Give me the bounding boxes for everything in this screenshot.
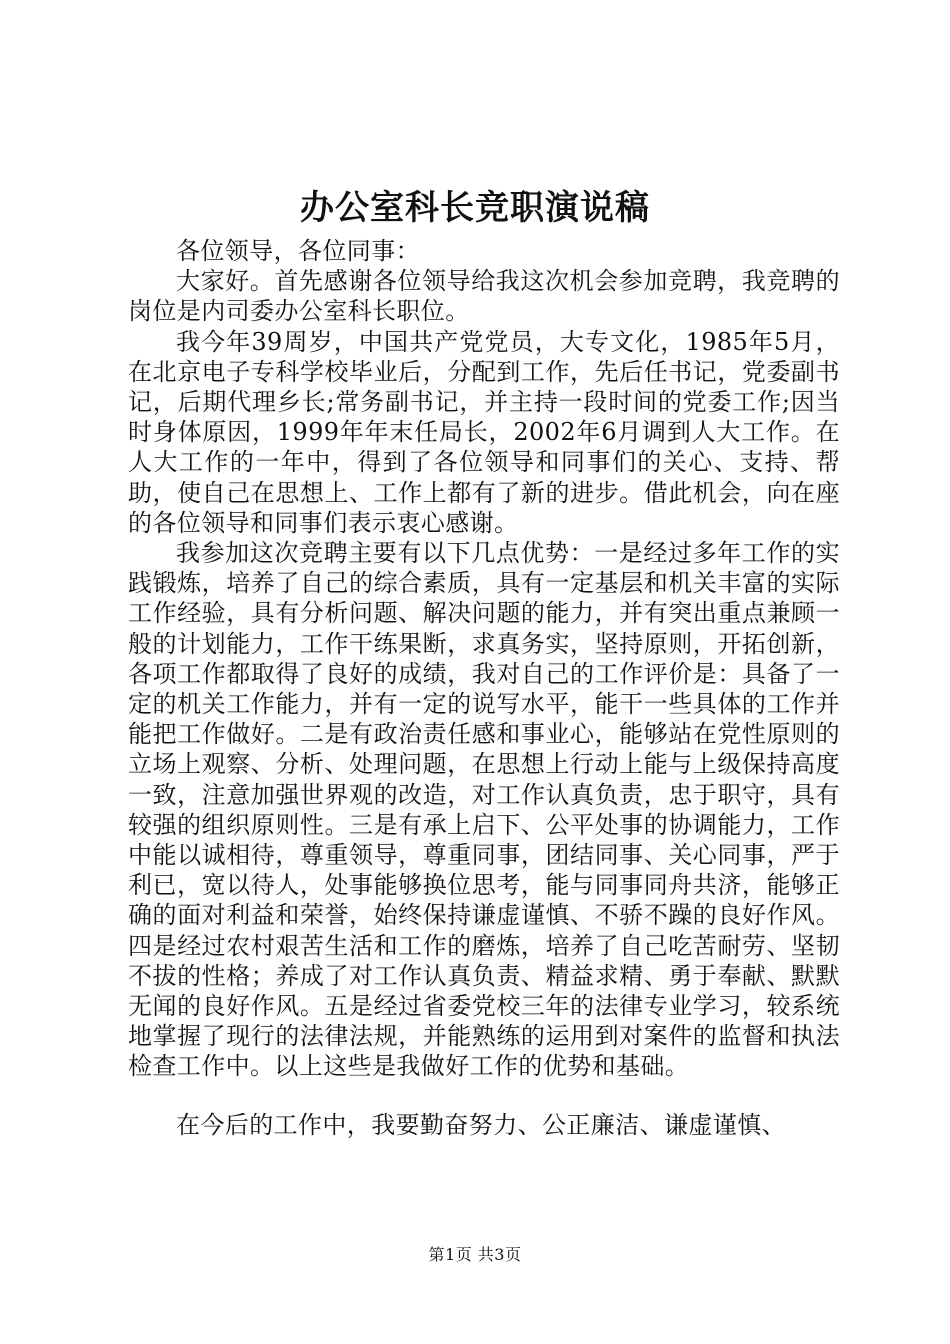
salutation-paragraph: 各位领导，各位同事： — [176, 237, 420, 265]
document-body — [128, 236, 840, 1140]
future-work-paragraph: 在今后的工作中，我要勤奋努力、公正廉洁、谦虚谨慎、 — [176, 1110, 786, 1139]
background-paragraph: 我今年39周岁，中国共产党党员，大专文化，1985年5月，在北京电子专科学校毕业后，分配到工作，先后任书记，党委副书记，后期代理乡长;常务副书记，并主持一段时间的党委工作;因当时身体原因，1999年年末任局长，2002年6月调到人大工作。在人大工作的一年中，得到了各位领导和同事们的关心、支持、帮助，使自己在思想上、工作上都有了新的进步。借此机会，向在座的各位领导和同事们表示衷心感谢。 — [128, 327, 840, 537]
strengths-paragraph: 我参加这次竞聘主要有以下几点优势：一是经过多年工作的实践锻炼，培养了自己的综合素质，具有一定基层和机关丰富的实际工作经验，具有分析问题、解决问题的能力，并有突出重点兼顾一般的计划能力，工作干练果断，求真务实，坚持原则，开拓创新，各项工作都取得了良好的成绩，我对自己的工作评价是：具备了一定的机关工作能力，并有一定的说写水平，能干一些具体的工作并能把工作做好。二是有政治责任感和事业心，能够站在党性原则的立场上观察、分析、处理问题，在思想上行动上能与上级保持高度一致，注意加强世界观的改造，对工作认真负责，忠于职守，具有较强的组织原则性。三是有承上启下、公平处事的协调能力，工作中能以诚相待，尊重领导，尊重同事，团结同事、关心同事，严于利已，宽以待人，处事能够换位思考，能与同事同舟共济，能够正确的面对利益和荣誉，始终保持谦虚谨慎、不骄不躁的良好作风。四是经过农村艰苦生活和工作的磨炼，培养了自己吃苦耐劳、坚韧不拔的性格；养成了对工作认真负责、精益求精、勇于奉献、默默无闻的良好作风。五是经过省委党校三年的法律专业学习，较系统地掌握了现行的法律法规，并能熟练的运用到对案件的监督和执法检查工作中。以上这些是我做好工作的优势和基础。 — [128, 539, 840, 1081]
page-footer: 第1页 共3页 — [428, 1245, 522, 1264]
document-title: 办公室科长竞职演说稿 — [300, 188, 650, 228]
greeting-paragraph: 大家好。首先感谢各位领导给我这次机会参加竞聘，我竞聘的岗位是内司委办公室科长职位。 — [128, 267, 840, 326]
